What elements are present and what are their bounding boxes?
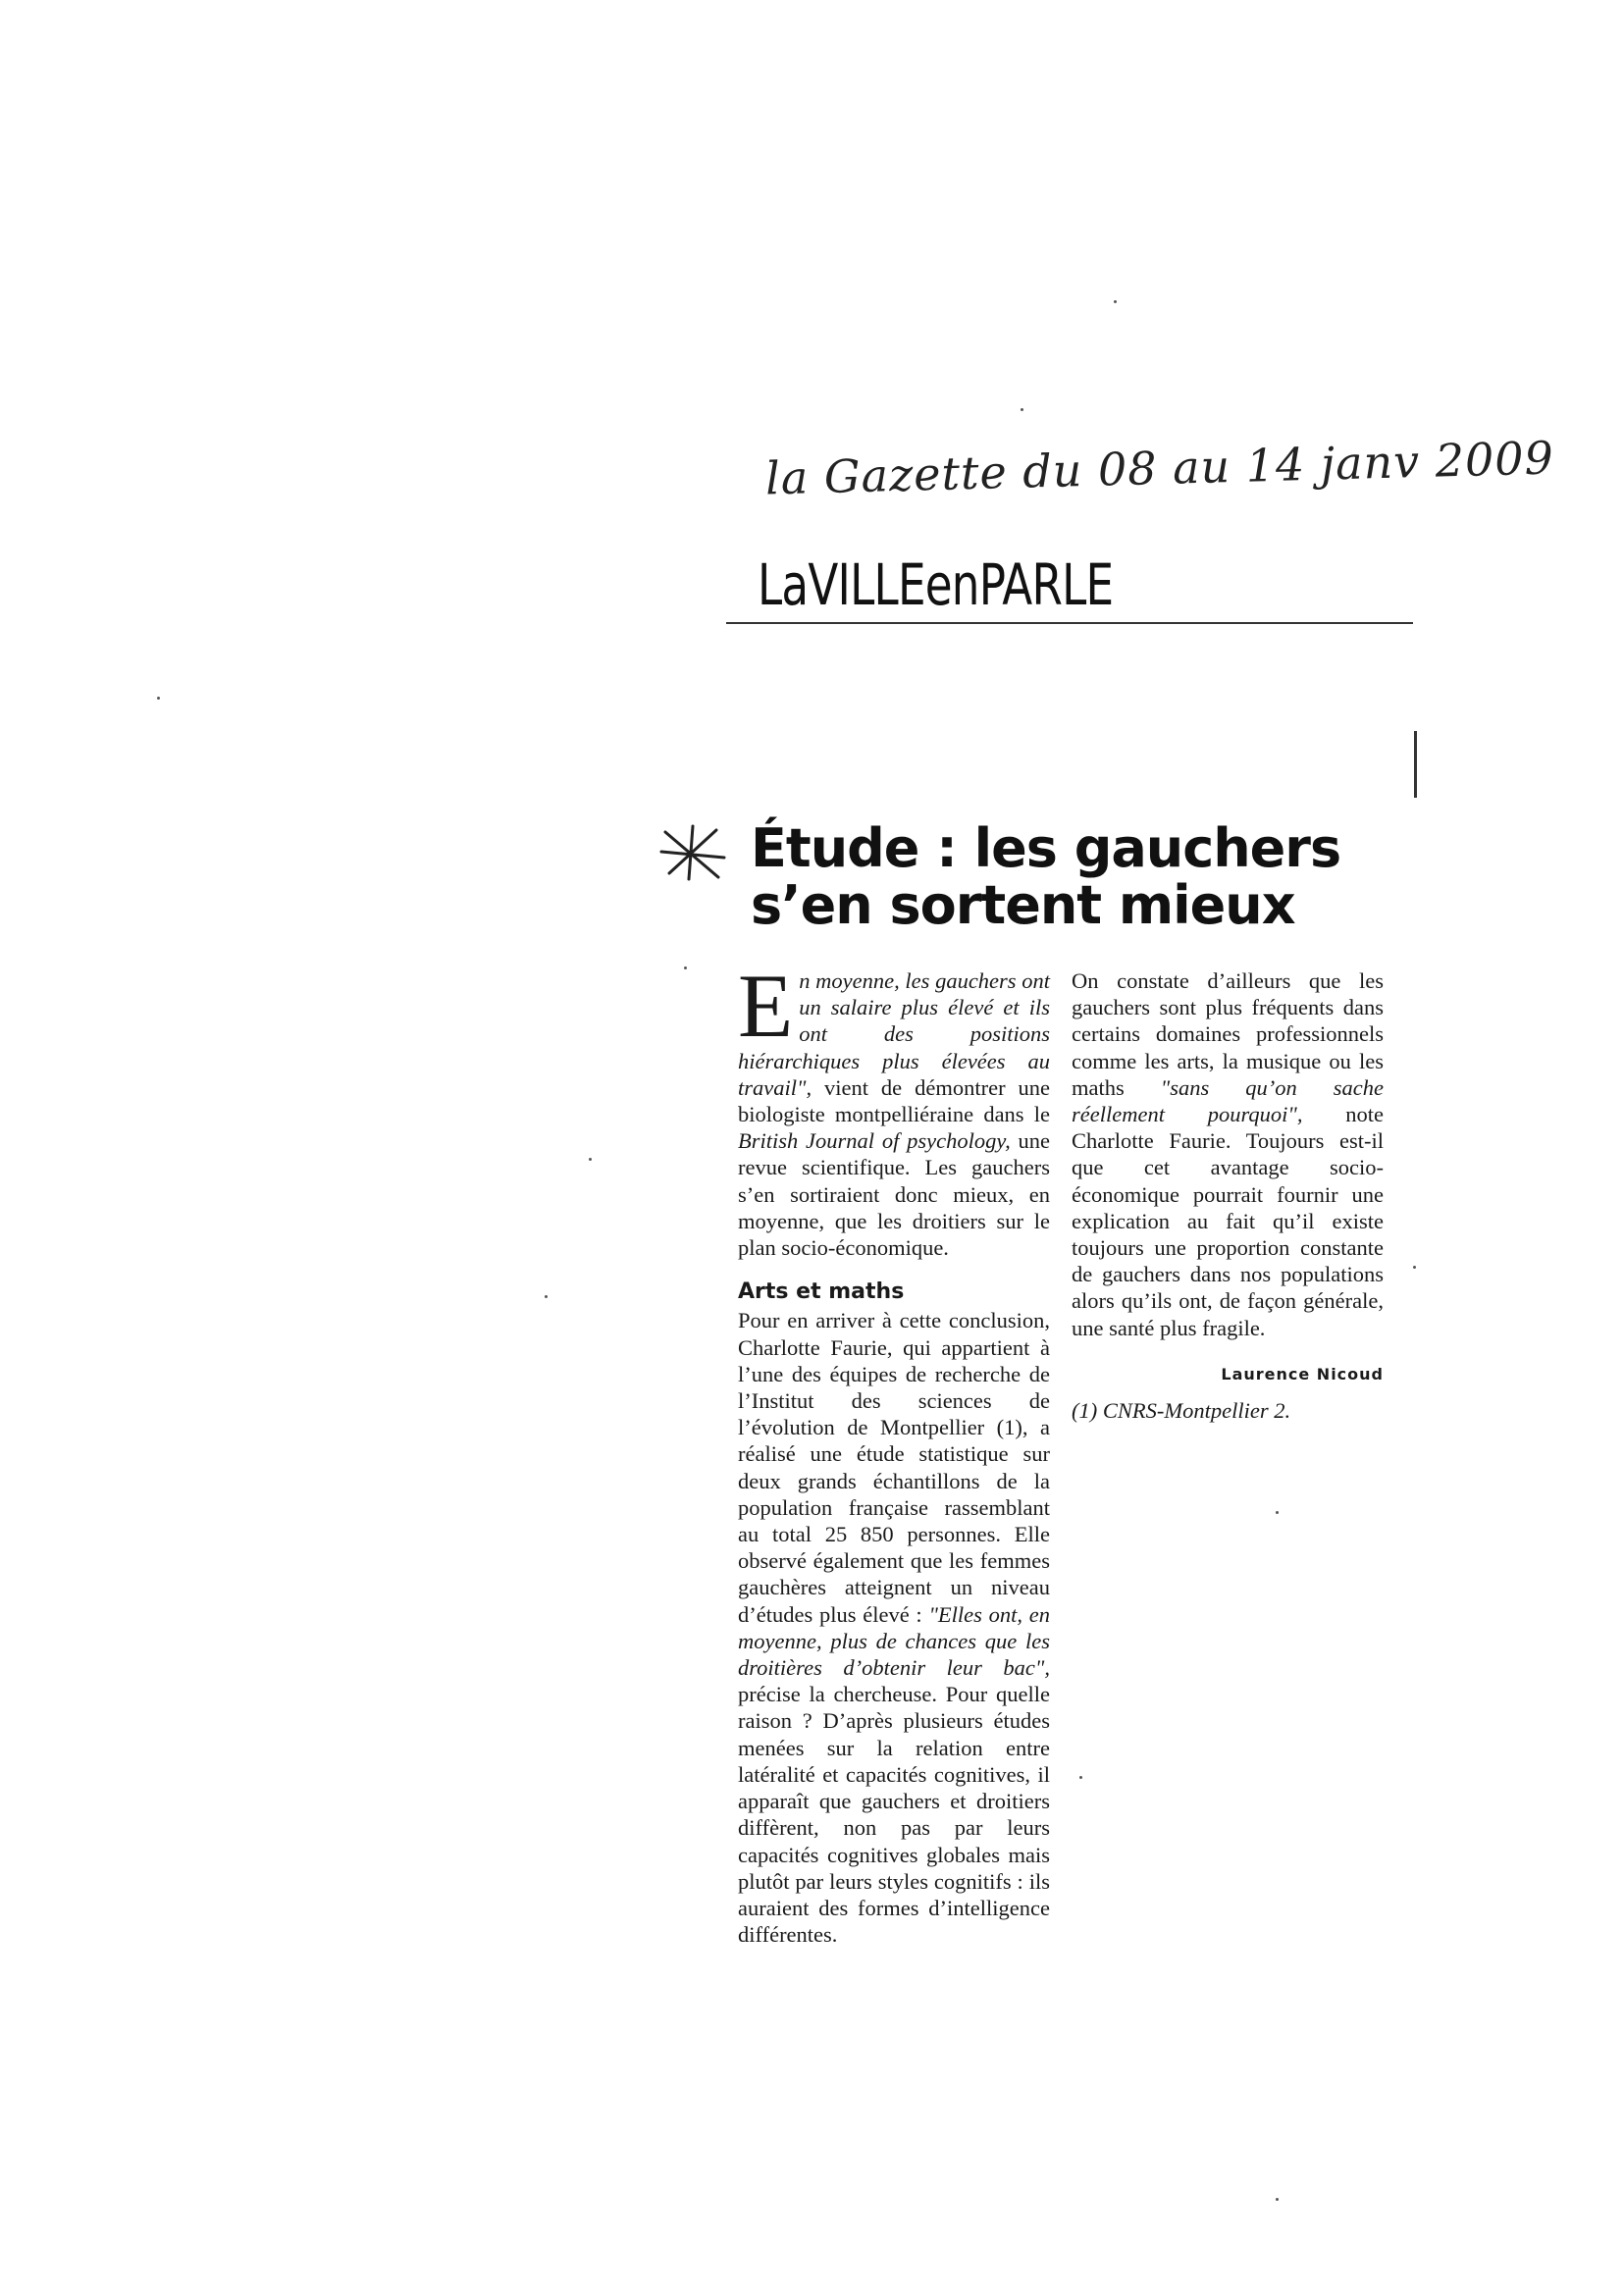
star-mark-icon — [659, 822, 728, 883]
para3-text: On constate d’ailleurs que les gauchers sont plus fréquents dans certains domaines professionnels comme les arts, la musique ou les maths — [1072, 968, 1384, 1100]
body-paragraph-3 — [1072, 967, 1384, 1341]
margin-bar — [1414, 731, 1417, 798]
para2-text: Pour en arriver à cette conclusion, Charlotte Faurie, qui appartient à l’une des équipes de recherche de l’Institut des sciences de l’évolution de Montpellier (1), a réalisé une étude statistique sur deux grands échantillons de la population française rassemblant au total 25 850 personnes. Elle observé également que les femmes gauchères atteignent un niveau d’études plus élevé : — [738, 1308, 1050, 1627]
footnote: (1) CNRS-Montpellier 2. — [1072, 1398, 1291, 1424]
subhead: Arts et maths — [738, 1279, 905, 1305]
para3-quote: "sans qu’on sache réellement pourquoi", — [1072, 1074, 1385, 1127]
scan-speck — [1413, 1266, 1416, 1269]
article-column-left — [738, 956, 1050, 1948]
drop-cap: E — [738, 956, 794, 1056]
journal-name: British Journal of psychology, — [738, 1128, 1011, 1154]
scan-speck — [1276, 2198, 1279, 2201]
scan-speck — [1276, 1511, 1279, 1514]
article-headline: Étude : les gauchers s’en sortent mieux — [751, 817, 1341, 936]
rubric-rule — [726, 622, 1413, 624]
lead-text: vient de démontrer une biologiste montpelliéraine dans le — [738, 1074, 1050, 1127]
scan-speck — [545, 1295, 548, 1298]
scan-speck — [1114, 300, 1117, 303]
para2-text-end: précise la chercheuse. Pour quelle raison ? D’après plusieurs études menées sur la relation entre latéralité et capacités cognitives, il apparaît que gauchers et droitiers diffèrent, non pas par leurs capacités cognitives globales mais plutôt par leurs styles cognitifs : ils auraient des formes d’intelligence différentes. — [738, 1682, 1050, 1948]
body-paragraph-2 — [738, 1307, 1050, 1948]
para3-text-end: note Charlotte Faurie. Toujours est-il que cet avantage socio-économique pourrait fournir une explication au fait qu’il existe toujours une proportion constante de gauchers dans nos populations alors qu’ils ont, de façon générale, une santé plus fragile. — [1072, 1102, 1384, 1340]
lead-text-end: une revue scientifique. Les gauchers s’en sortiraient donc mieux, en moyenne, que les droitiers sur le plan socio-économique. — [738, 1128, 1050, 1261]
handwritten-source-note: la Gazette du 08 au 14 janv 2009 — [764, 431, 1555, 505]
lead-paragraph — [738, 956, 1050, 1261]
byline: Laurence Nicoud — [1221, 1364, 1384, 1383]
para2-quote: "Elles ont, en moyenne, plus de chances que les droitières d’obtenir leur bac", — [738, 1601, 1050, 1681]
scan-speck — [1021, 408, 1023, 411]
scan-speck — [1079, 1776, 1082, 1779]
scan-speck — [589, 1158, 592, 1161]
scan-speck — [684, 966, 687, 969]
lead-quote: n moyenne, les gauchers ont un salaire plus élevé et ils ont des positions hiérarchiques plus élevées au travail", — [738, 968, 1050, 1100]
section-rubric: LaVILLEenPARLE — [758, 551, 1114, 618]
scan-speck — [157, 697, 160, 700]
article-column-right — [1072, 967, 1384, 1424]
